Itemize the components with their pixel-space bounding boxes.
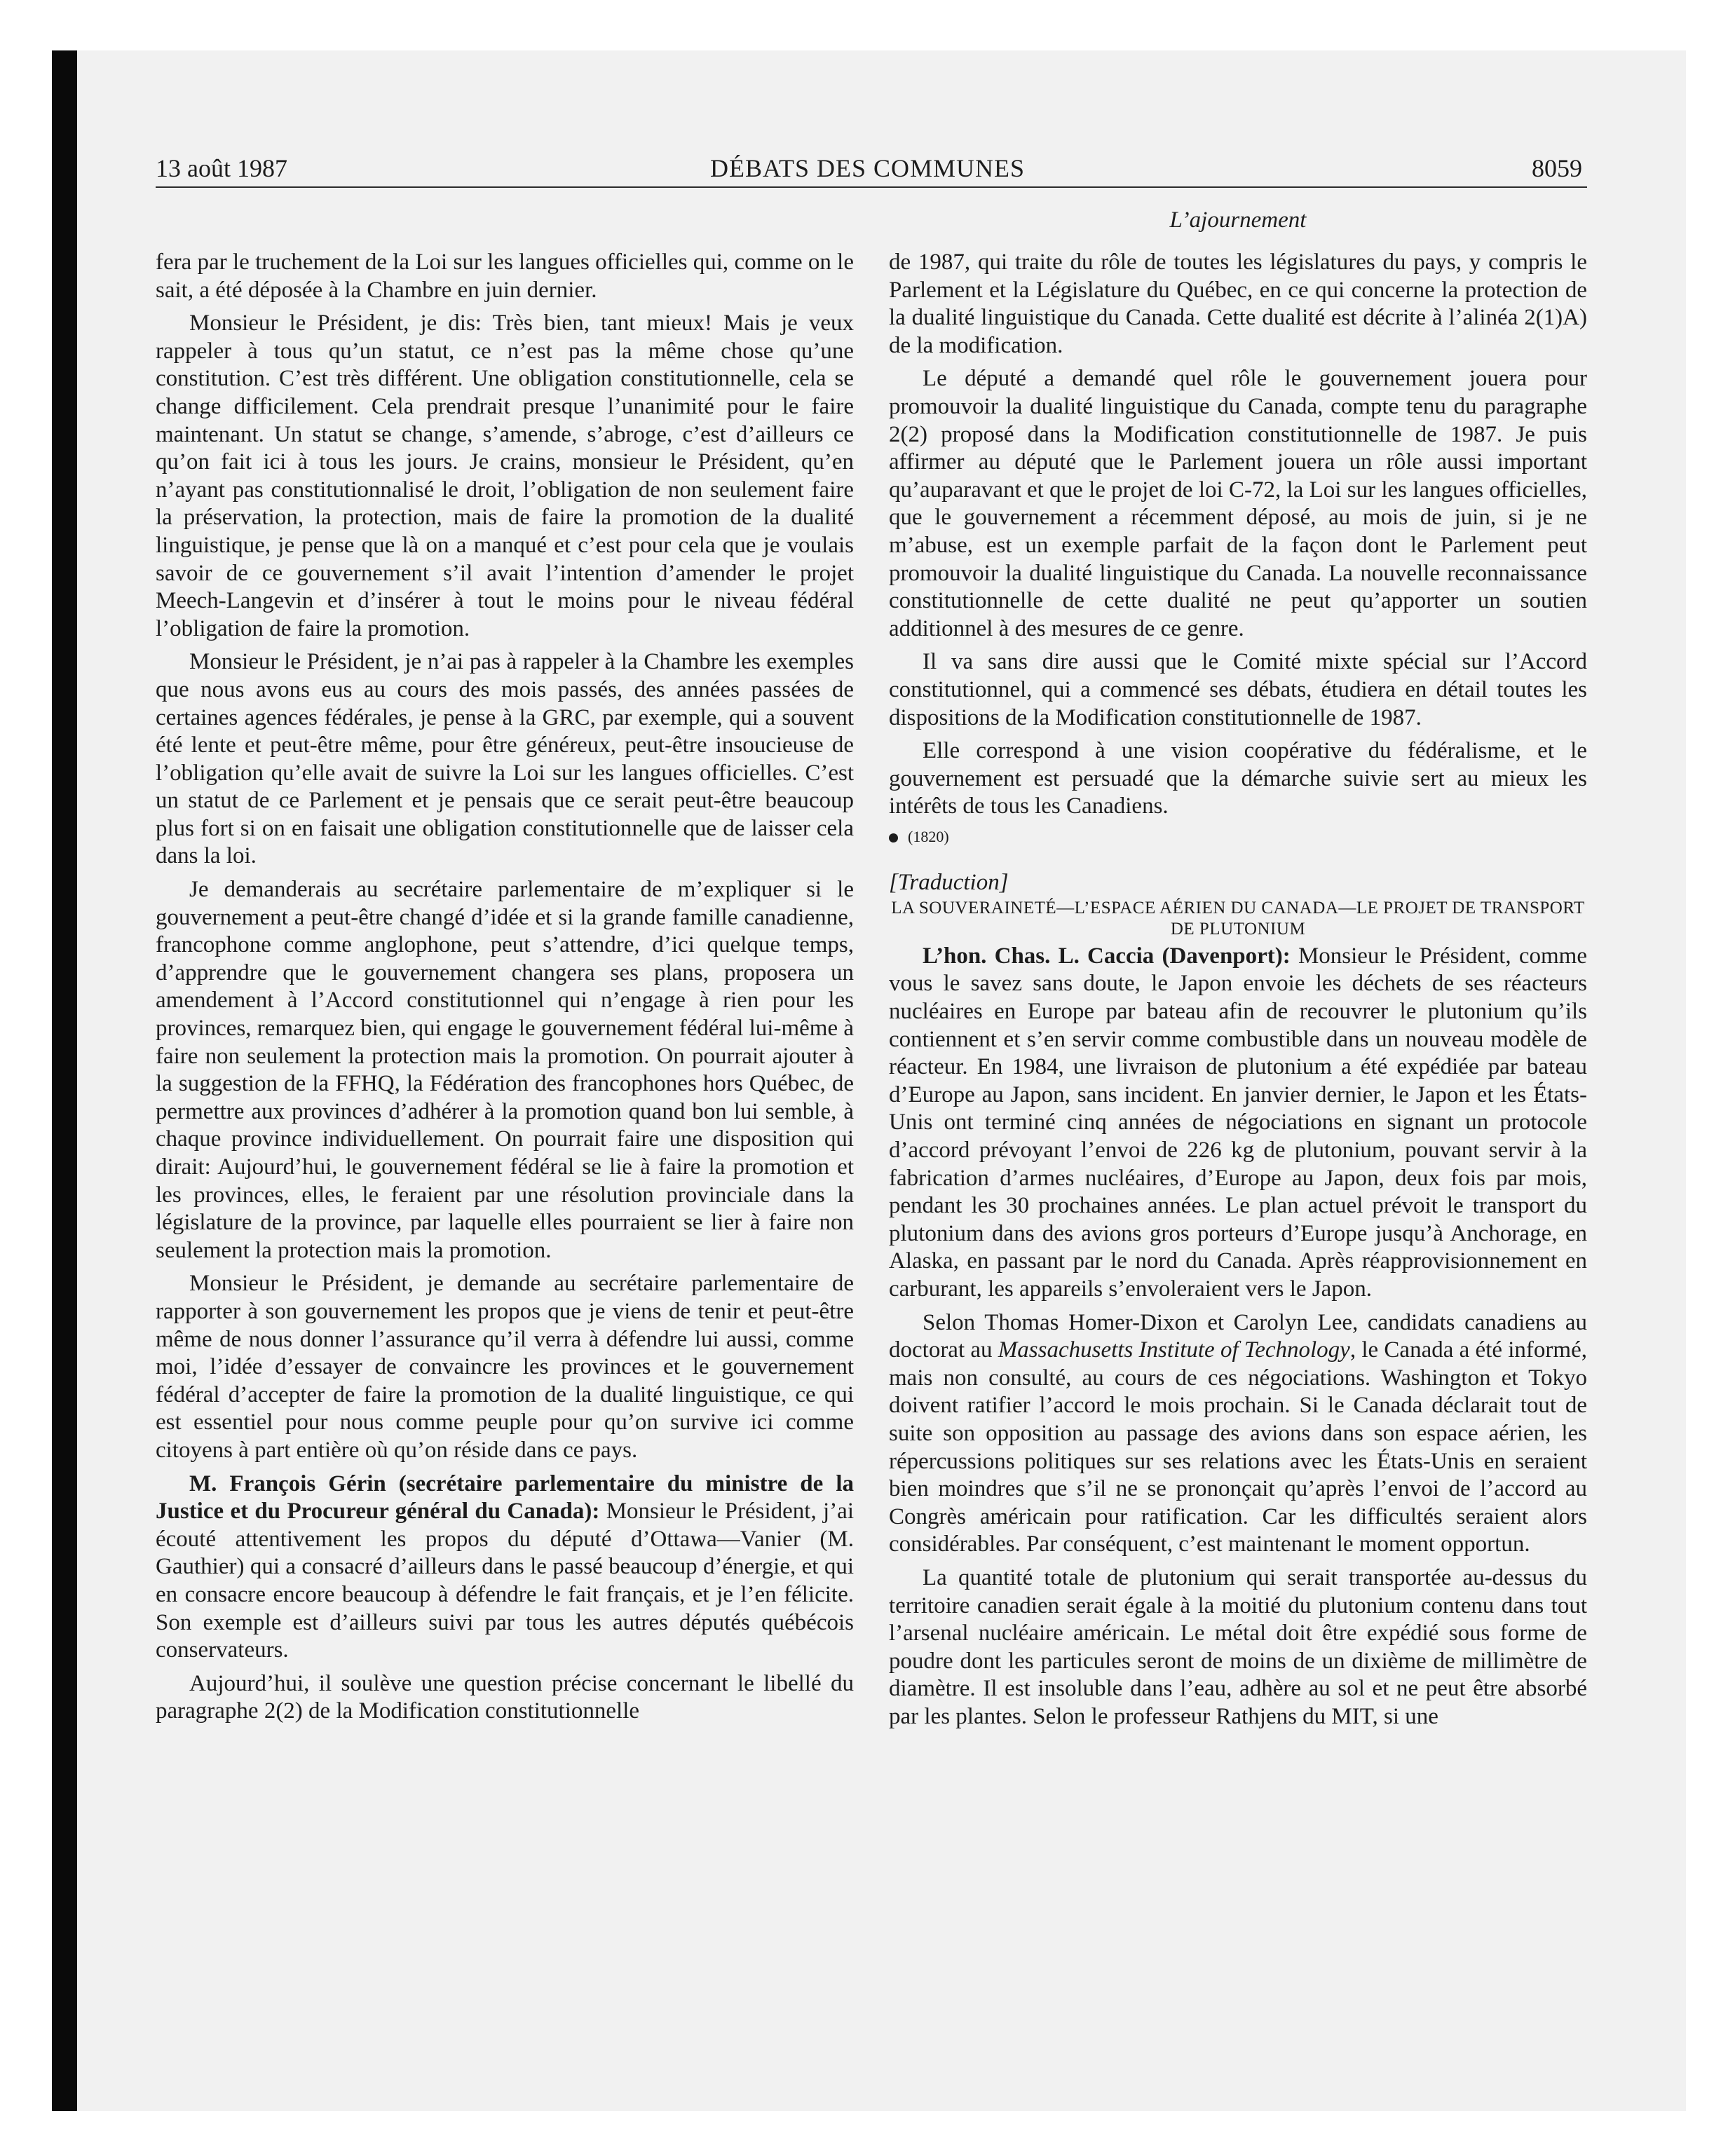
speaker-name: L’hon. Chas. L. Caccia (Davenport): bbox=[923, 943, 1291, 969]
paragraph bbox=[889, 1309, 1587, 1559]
paragraph: Aujourd’hui, il soulève une question précise concernant le libellé du paragraphe 2(2) de la Modification constitutionnelle bbox=[156, 1670, 854, 1724]
paragraph: Le député a demandé quel rôle le gouvernement jouera pour promouvoir la dualité linguistique du Canada, compte tenu du paragraphe 2(2) proposé dans la Modification constitutionnelle de 1987. Je puis affirmer au député que le Parlement jouera un rôle aussi important qu’auparavant et que le projet de loi C-72, la Loi sur les langues officielles, que le gouvernement a récemment déposé, au mois de juin, si je ne m’abuse, est un exemple parfait de la façon dont le Parlement peut promouvoir la dualité linguistique du Canada. La nouvelle reconnaissance constitutionnelle de cette dualité ne peut qu’apporter un soutien additionnel à des mesures de ce genre. bbox=[889, 366, 1587, 641]
paragraph: Il va sans dire aussi que le Comité mixte spécial sur l’Accord constitutionnel, qui a commencé ses débats, étudiera en détail toutes les dispositions de la Modification constitutionnelle de 1987. bbox=[889, 649, 1587, 730]
scan-margin-top bbox=[0, 0, 1735, 50]
paragraph: Monsieur le Président, je n’ai pas à rappeler à la Chambre les exemples que nous avons eus au cours des mois passés, des années passées de certaines agences fédérales, je pense à la GRC, par exemple, qui a souvent été lente et peut-être même, pour être généreux, peut-être insoucieuse de l’obligation qu’elle avait de suivre la Loi sur les langues officielles. C’est un statut de ce Parlement et je pensais que ce serait peut-être beaucoup plus fort si on en faisait une obligation constitutionnelle que de laisser cela dans la loi. bbox=[156, 649, 854, 869]
paragraph: La quantité totale de plutonium qui serait transportée au-dessus du territoire canadien serait égale à la moitié du plutonium contenu dans tout l’arsenal nucléaire américain. Le métal doit être expédié sous forme de poudre dont les particules seront de moins de un dixième de millimètre de diamètre. Il est insoluble dans l’eau, adhère au sol et ne peut être absorbé par les plantes. Selon le professeur Rathjens du MIT, si une bbox=[889, 1564, 1587, 1729]
bullet-icon bbox=[889, 833, 898, 842]
paragraph: de 1987, qui traite du rôle de toutes les législatures du pays, y compris le Parlement et la Législature du Québec, en ce qui concerne la protection de la dualité linguistique du Canada. Cette dualité est décrite à l’alinéa 2(1)A) de la modification. bbox=[889, 250, 1587, 358]
left-column bbox=[156, 249, 854, 1731]
paragraph: Monsieur le Président, je dis: Très bien, tant mieux! Mais je veux rappeler à tous qu’un statut, ce n’est pas la même chose qu’une constitution. C’est très différent. Une obligation constitutionnelle, cela se change difficilement. Cela prendrait presque l’unanimité pour le faire maintenant. Un statut se change, s’amende, s’abroge, c’est d’ailleurs ce qu’on fait ici à tous les jours. Je crains, monsieur le Président, qu’en n’ayant pas constitutionnalisé le droit, l’obligation de non seulement faire la préservation, la protection, mais de faire la promotion de la dualité linguistique, je pense que là on a manqué et c’est pour cela que je voulais savoir de ce gouvernement s’il avait l’intention d’amender le projet Meech-Langevin et d’insérer à tout le moins pour le niveau fédéral l’obligation de faire la promotion. bbox=[156, 311, 854, 641]
header-date: 13 août 1987 bbox=[156, 154, 287, 182]
paragraph: Je demanderais au secrétaire parlementaire de m’expliquer si le gouvernement a peut-être changé d’idée et si la grande famille canadienne, francophone comme anglophone, peut s’attendre, d’ici quelque temps, d’apprendre que le gouvernement changera ses plans, proposera un amendement à l’Accord constitutionnel qui n’engage à rien pour les provinces, remarquez bien, qui engage le gouvernement fédéral lui-même à faire non seulement la protection mais la promotion. On pourrait ajouter à la suggestion de la FFHQ, la Fédération des francophones hors Québec, de permettre aux provinces d’adhérer à la promotion quand bon lui semble, à chaque province individuellement. On pourrait faire une disposition qui dirait: Aujourd’hui, le gouvernement fédéral se lie à faire la promotion et les provinces, elles, le feraient par une résolution provinciale dans la législature de la province, par laquelle elles pourraient se lier à faire non seulement la protection mais la promotion. bbox=[156, 877, 854, 1263]
paragraph: fera par le truchement de la Loi sur les langues officielles qui, comme on le sait, a été déposée à la Chambre en juin dernier. bbox=[156, 250, 854, 303]
speaker-paragraph bbox=[156, 1471, 854, 1665]
time-marker bbox=[889, 826, 1587, 847]
speech-text: Monsieur le Président, j’ai écouté attentivement les propos du député d’Ottawa—Vanier (M. Gauthier) qui a consacré d’ailleurs dans le passé beaucoup d’énergie, et qui en consacre encore beaucoup à défendre le fait français, et je l’en félicite. Son exemple est d’ailleurs suivi par tous les autres députés québécois conservateurs. bbox=[156, 1499, 855, 1663]
translation-note: [Traduction] bbox=[889, 869, 1009, 895]
text-run: , le Canada a été informé, mais non consulté, au cours de ces négociations. Washington et Tokyo doivent ratifier l’accord le mois prochain. Si le Canada déclarait tout de suite son opposition au passage des avions dans son espace aérien, les répercussions politiques sur ses relations avec les États-Unis en seraient bien moindres que s’il ne se prononçait qu’après l’envoi de l’accord au Congrès américain pour ratification. Car les difficultés seraient alors considérables. Par conséquent, c’est maintenant le moment opportun. bbox=[889, 1337, 1587, 1557]
institution-name: Massachusetts Institute of Technology bbox=[998, 1337, 1350, 1363]
header-title: DÉBATS DES COMMUNES bbox=[709, 154, 1026, 182]
header-page-number: 8059 bbox=[1532, 154, 1582, 182]
speaker-name: M. François Gérin (secrétaire parlementaire du ministre de la Justice et du Procureur général du Canada): bbox=[156, 1471, 854, 1524]
time-marker-text: (1820) bbox=[908, 827, 949, 845]
paragraph: Monsieur le Président, je demande au secrétaire parlementaire de rapporter à son gouvernement les propos que je viens de tenir et peut-être même de nous donner l’assurance qu’il verra à défendre lui aussi, comme moi, l’idée d’essayer de convaincre les provinces et le gouvernement fédéral d’accepter de faire la promotion de la dualité linguistique, ce qui est essentiel pour nous comme peuple pour qu’on survive ici comme citoyens à part entière où qu’on réside dans ce pays. bbox=[156, 1271, 854, 1463]
section-rubric: L’ajournement bbox=[1169, 207, 1307, 233]
scan-margin-right bbox=[1686, 50, 1735, 2111]
scan-margin-bottom bbox=[0, 2111, 1735, 2156]
debate-subheading: LA SOUVERAINETÉ—L’ESPACE AÉRIEN DU CANADA—LE PROJET DE TRANSPORT DE PLUTONIUM bbox=[891, 898, 1585, 939]
paragraph: Elle correspond à une vision coopérative du fédéralisme, et le gouvernement est persuadé que la démarche suivie sert au mieux les intérêts de tous les Canadiens. bbox=[889, 738, 1587, 819]
speech-text: Monsieur le Président, comme vous le savez sans doute, le Japon envoie les déchets de ses réacteurs nucléaires en Europe par bateau afin de recouvrer le plutonium qu’ils contiennent et s’en servir comme combustible dans un nouveau modèle de réacteur. En 1984, une livraison de plutonium a été expédiée par bateau d’Europe au Japon, sans incident. En janvier dernier, le Japon et les États-Unis ont terminé cinq années de négociations en signant un protocole d’accord prévoyant l’envoi de 226 kg de plutonium, pouvant servir à la fabrication d’armes nucléaires, d’Europe au Japon, deux fois par mois, pendant les 30 prochaines années. Le plan actuel prévoit le transport du plutonium dans des avions gros porteurs d’Europe jusqu’à Anchorage, en Alaska, en passant par le nord du Canada. Après réapprovisionnement en carburant, les appareils s’envoleraient vers le Japon. bbox=[889, 943, 1587, 1302]
speaker-paragraph bbox=[889, 943, 1587, 1304]
text-run: Selon Thomas Homer-Dixon et Carolyn Lee, candidats canadiens au doctorat au bbox=[889, 1309, 1587, 1363]
right-column bbox=[889, 249, 1587, 1737]
header-rule bbox=[156, 186, 1587, 188]
scan-border-left bbox=[52, 50, 77, 2111]
